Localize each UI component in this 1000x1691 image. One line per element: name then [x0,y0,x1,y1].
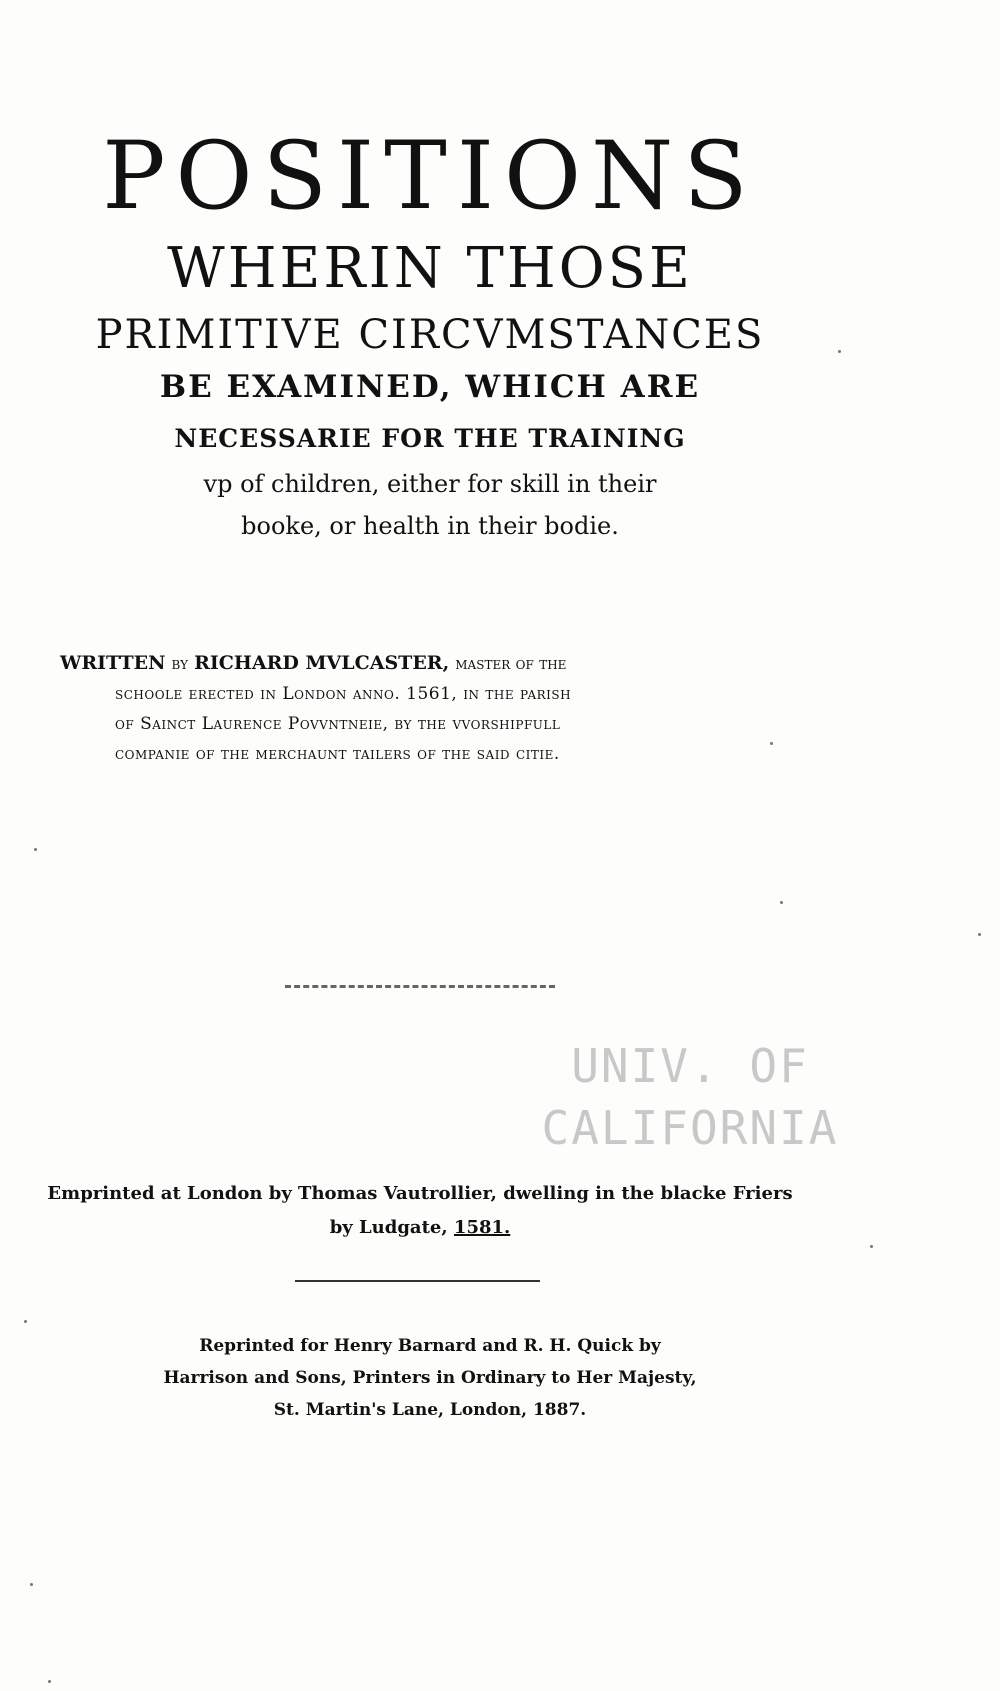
speck [870,1245,873,1248]
imprint [40,1177,800,1245]
author-line-1 [60,648,780,679]
stamp-line-1: UNIV. OF [571,1039,809,1093]
author-line-2: schoole erected in London anno. 1561, in the parish [115,684,572,704]
author-role: master of the [455,654,567,674]
title-main: POSITIONS [102,122,758,231]
author-statement [60,648,780,769]
reprint-line-1: Reprinted for Henry Barnard and R. H. Quick by [199,1336,661,1356]
speck [24,1320,27,1323]
title-line-6: vp of children, either for skill in their [203,470,657,498]
title-line-2: WHERIN THOSE [167,236,693,301]
speck [838,350,841,353]
author-lead: WRITTEN [60,652,166,674]
library-stamp [520,1035,860,1159]
title-line-4: BE EXAMINED, WHICH ARE [159,369,701,405]
reprint-note [90,1330,770,1426]
imprint-year: 1581. [453,1217,511,1238]
separator-rule [295,1280,540,1282]
imprint-place: by Ludgate, [329,1217,448,1238]
title-line-7: booke, or health in their bodie. [241,512,619,540]
imprint-line-1: Emprinted at London by Thomas Vautrollier, dwelling in the blacke Friers [47,1183,793,1204]
stamp-line-2: CALIFORNIA [541,1101,839,1155]
speck [30,1583,33,1586]
speck [34,848,37,851]
title-line-3: PRIMITIVE CIRCVMSTANCES [95,312,765,358]
title-line-5: NECESSARIE FOR THE TRAINING [174,424,686,453]
reprint-line-2: Harrison and Sons, Printers in Ordinary to Her Majesty, [163,1368,697,1388]
author-name: RICHARD MVLCASTER, [194,652,450,674]
author-line-4: companie of the merchaunt tailers of the said citie. [115,744,560,764]
speck [780,901,783,904]
ornamental-rule [285,985,555,988]
reprint-line-3: St. Martin's Lane, London, 1887. [273,1400,587,1420]
speck [770,742,773,745]
author-by: by [171,654,189,674]
speck [978,933,981,936]
author-line-3: of Sainct Laurence Povvntneie, by the vvorshipfull [115,714,561,734]
speck [48,1680,51,1683]
imprint-line-2 [40,1211,800,1245]
